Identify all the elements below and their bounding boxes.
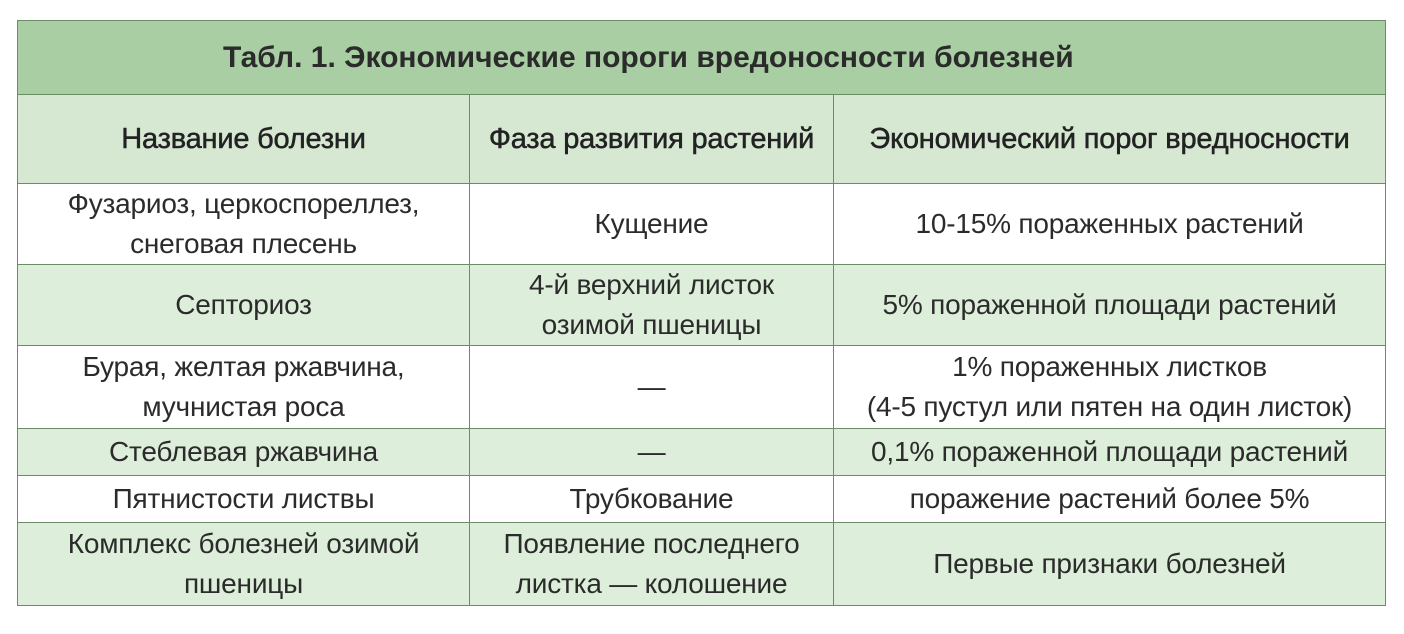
- cell-line: Комплекс болезней озимой: [67, 528, 420, 559]
- cell-line: Кущение: [594, 208, 709, 239]
- cell-line: поражение растений более 5%: [909, 483, 1310, 514]
- cell-line: Стеблевая ржавчина: [109, 436, 378, 467]
- cell-line: Фузариоз, церкоспореллез,: [67, 188, 420, 219]
- cell-line: 5% пораженной площади растений: [882, 289, 1337, 320]
- cell-phase: [470, 429, 834, 476]
- cell-threshold: [834, 476, 1386, 523]
- cell-line: Появление последнего: [503, 528, 800, 559]
- cell-disease: [18, 429, 470, 476]
- table-title-row: [18, 21, 1386, 95]
- header-economic-threshold: Экономический порог вредносности: [834, 95, 1386, 184]
- cell-disease: [18, 523, 470, 606]
- cell-line: 10-15% пораженных растений: [915, 208, 1304, 239]
- table-row: [18, 476, 1386, 523]
- cell-line: Пятнистости листвы: [112, 483, 375, 514]
- cell-line: 1% пораженных листков: [952, 351, 1267, 382]
- cell-phase: [470, 184, 834, 265]
- cell-line: Бурая, желтая ржавчина,: [82, 351, 405, 382]
- cell-line: озимой пшеницы: [541, 309, 762, 340]
- cell-line: листка — колошение: [515, 568, 788, 599]
- cell-line: Первые признаки болезней: [933, 548, 1286, 579]
- cell-threshold: [834, 184, 1386, 265]
- cell-line: снеговая плесень: [130, 228, 357, 259]
- cell-threshold: [834, 346, 1386, 429]
- table-row: [18, 429, 1386, 476]
- cell-phase: [470, 523, 834, 606]
- cell-threshold: [834, 523, 1386, 606]
- header-plant-phase: Фаза развития растений: [470, 95, 834, 184]
- header-disease-name: Название болезни: [18, 95, 470, 184]
- cell-disease: [18, 265, 470, 346]
- cell-phase: [470, 476, 834, 523]
- cell-line: —: [637, 371, 666, 402]
- cell-disease: [18, 346, 470, 429]
- cell-phase: [470, 265, 834, 346]
- cell-line: 0,1% пораженной площади растений: [871, 436, 1349, 467]
- table-row: [18, 184, 1386, 265]
- table-header-row: [18, 95, 1386, 184]
- cell-threshold: [834, 429, 1386, 476]
- cell-disease: [18, 476, 470, 523]
- table-title: Табл. 1. Экономические пороги вредоносности болезней: [18, 21, 1386, 95]
- cell-line: —: [637, 436, 666, 467]
- cell-line: Трубкование: [569, 483, 734, 514]
- cell-line: Септориоз: [175, 289, 312, 320]
- cell-line: мучнистая роса: [142, 391, 345, 422]
- table-row: [18, 265, 1386, 346]
- table-row: [18, 346, 1386, 429]
- disease-thresholds-table-wrap: [17, 20, 1385, 606]
- cell-disease: [18, 184, 470, 265]
- cell-threshold: [834, 265, 1386, 346]
- disease-thresholds-table: [17, 20, 1386, 606]
- table-row: [18, 523, 1386, 606]
- cell-phase: [470, 346, 834, 429]
- cell-line: (4-5 пустул или пятен на один листок): [866, 391, 1353, 422]
- cell-line: 4-й верхний листок: [529, 269, 774, 300]
- cell-line: пшеницы: [183, 568, 304, 599]
